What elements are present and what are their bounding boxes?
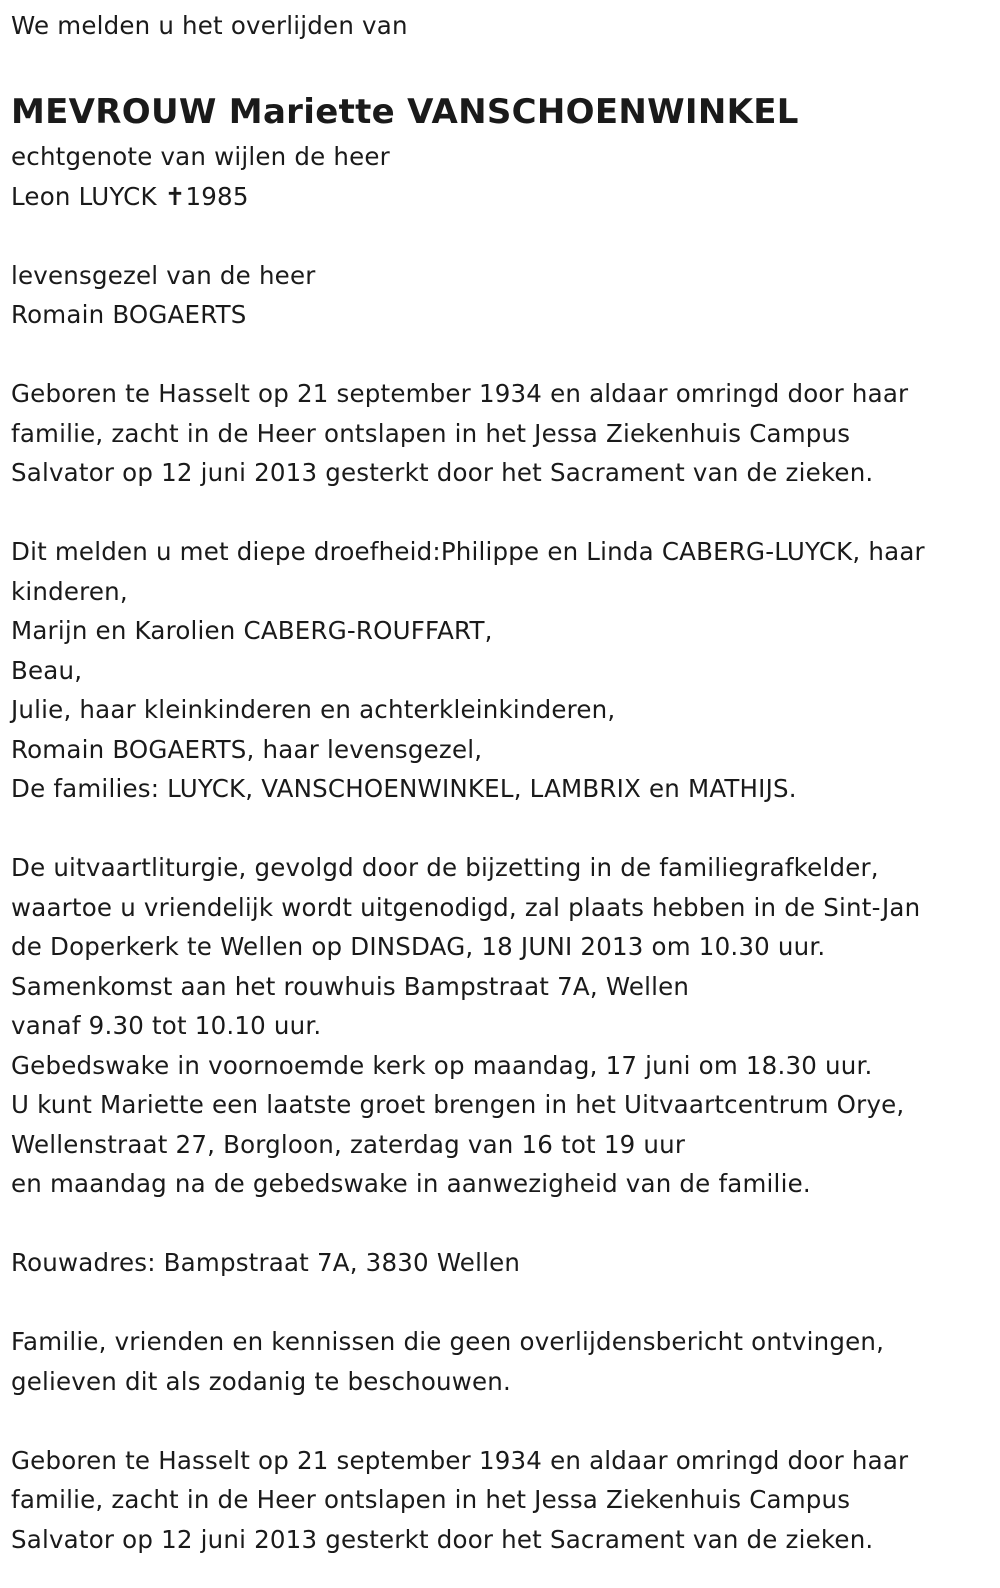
paragraph-line: Romain BOGAERTS, haar levensgezel,: [11, 734, 483, 764]
paragraph-line: Wellenstraat 27, Borgloon, zaterdag van 16 tot 19 uur: [11, 1129, 686, 1159]
intro-text: We melden u het overlijden van: [11, 11, 408, 40]
spacer: [11, 809, 1000, 849]
paragraph-line: U kunt Mariette een laatste groet brengen in het Uitvaartcentrum Orye,: [11, 1090, 905, 1119]
spacer: [11, 493, 1000, 533]
birth-paragraph-2: [11, 1441, 1000, 1560]
paragraph-line: vanaf 9.30 tot 10.10 uur.: [11, 1011, 322, 1040]
paragraph-line: Salvator op 12 juni 2013 gesterkt door het Sacrament van de zieken.: [11, 1524, 874, 1554]
paragraph-line: Gebedswake in voornoemde kerk op maandag, 17 juni om 18.30 uur.: [11, 1050, 873, 1080]
birth-paragraph-1: [11, 374, 1000, 493]
spouse-name: Leon LUYCK: [11, 181, 165, 211]
notice-paragraph: [11, 1322, 1000, 1401]
paragraph-line: de Doperkerk te Wellen op DINSDAG, 18 JUNI 2013 om 10.30 uur.: [11, 932, 826, 961]
paragraph-line: Samenkomst aan het rouwhuis Bampstraat 7A, Wellen: [11, 971, 690, 1001]
paragraph-line: De families: LUYCK, VANSCHOENWINKEL, LAMBRIX en MATHIJS.: [11, 774, 797, 803]
paragraph-line: kinderen,: [11, 576, 128, 606]
paragraph-line: De uitvaartliturgie, gevolgd door de bijzetting in de familiegrafkelder,: [11, 853, 879, 882]
paragraph-line: Beau,: [11, 655, 83, 685]
paragraph-line: Marijn en Karolien CABERG-ROUFFART,: [11, 616, 493, 645]
spacer: [11, 1204, 1000, 1244]
spacer: [11, 1283, 1000, 1323]
cross-icon: ✝: [164, 181, 186, 211]
spacer: [11, 1401, 1000, 1441]
spouse-intro: echtgenote van wijlen de heer: [11, 142, 390, 171]
paragraph-line: en maandag na de gebedswake in aanwezigheid van de familie.: [11, 1169, 811, 1198]
paragraph-line: familie, zacht in de Heer ontslapen in het Jessa Ziekenhuis Campus: [11, 418, 851, 448]
partner-intro: levensgezel van de heer: [11, 260, 316, 290]
spacer: [11, 46, 1000, 86]
partner-name: Romain BOGAERTS: [11, 300, 247, 329]
paragraph-line: Familie, vrienden en kennissen die geen overlijdensbericht ontvingen,: [11, 1327, 885, 1356]
spouse-line: [11, 177, 1000, 217]
paragraph-line: Geboren te Hasselt op 21 september 1934 en aldaar omringd door haar: [11, 1445, 909, 1475]
deceased-name: MEVROUW Mariette VANSCHOENWINKEL: [11, 92, 799, 132]
mourning-address: Rouwadres: Bampstraat 7A, 3830 Wellen: [11, 1248, 521, 1277]
spacer: [11, 216, 1000, 256]
paragraph-line: Salvator op 12 juni 2013 gesterkt door het Sacrament van de zieken.: [11, 458, 874, 487]
paragraph-line: Julie, haar kleinkinderen en achterkleinkinderen,: [11, 695, 616, 724]
paragraph-line: familie, zacht in de Heer ontslapen in het Jessa Ziekenhuis Campus: [11, 1485, 851, 1514]
spacer: [11, 335, 1000, 375]
ceremony-paragraph: [11, 848, 1000, 1204]
paragraph-line: Geboren te Hasselt op 21 september 1934 en aldaar omringd door haar: [11, 379, 909, 408]
paragraph-line: waartoe u vriendelijk wordt uitgenodigd, zal plaats hebben in de Sint-Jan: [11, 892, 921, 922]
paragraph-line: gelieven dit als zodanig te beschouwen.: [11, 1366, 512, 1396]
paragraph-line: Dit melden u met diepe droefheid:Philippe en Linda CABERG-LUYCK, haar: [11, 537, 925, 566]
spouse-death-year: 1985: [185, 181, 249, 211]
family-paragraph: [11, 532, 1000, 809]
